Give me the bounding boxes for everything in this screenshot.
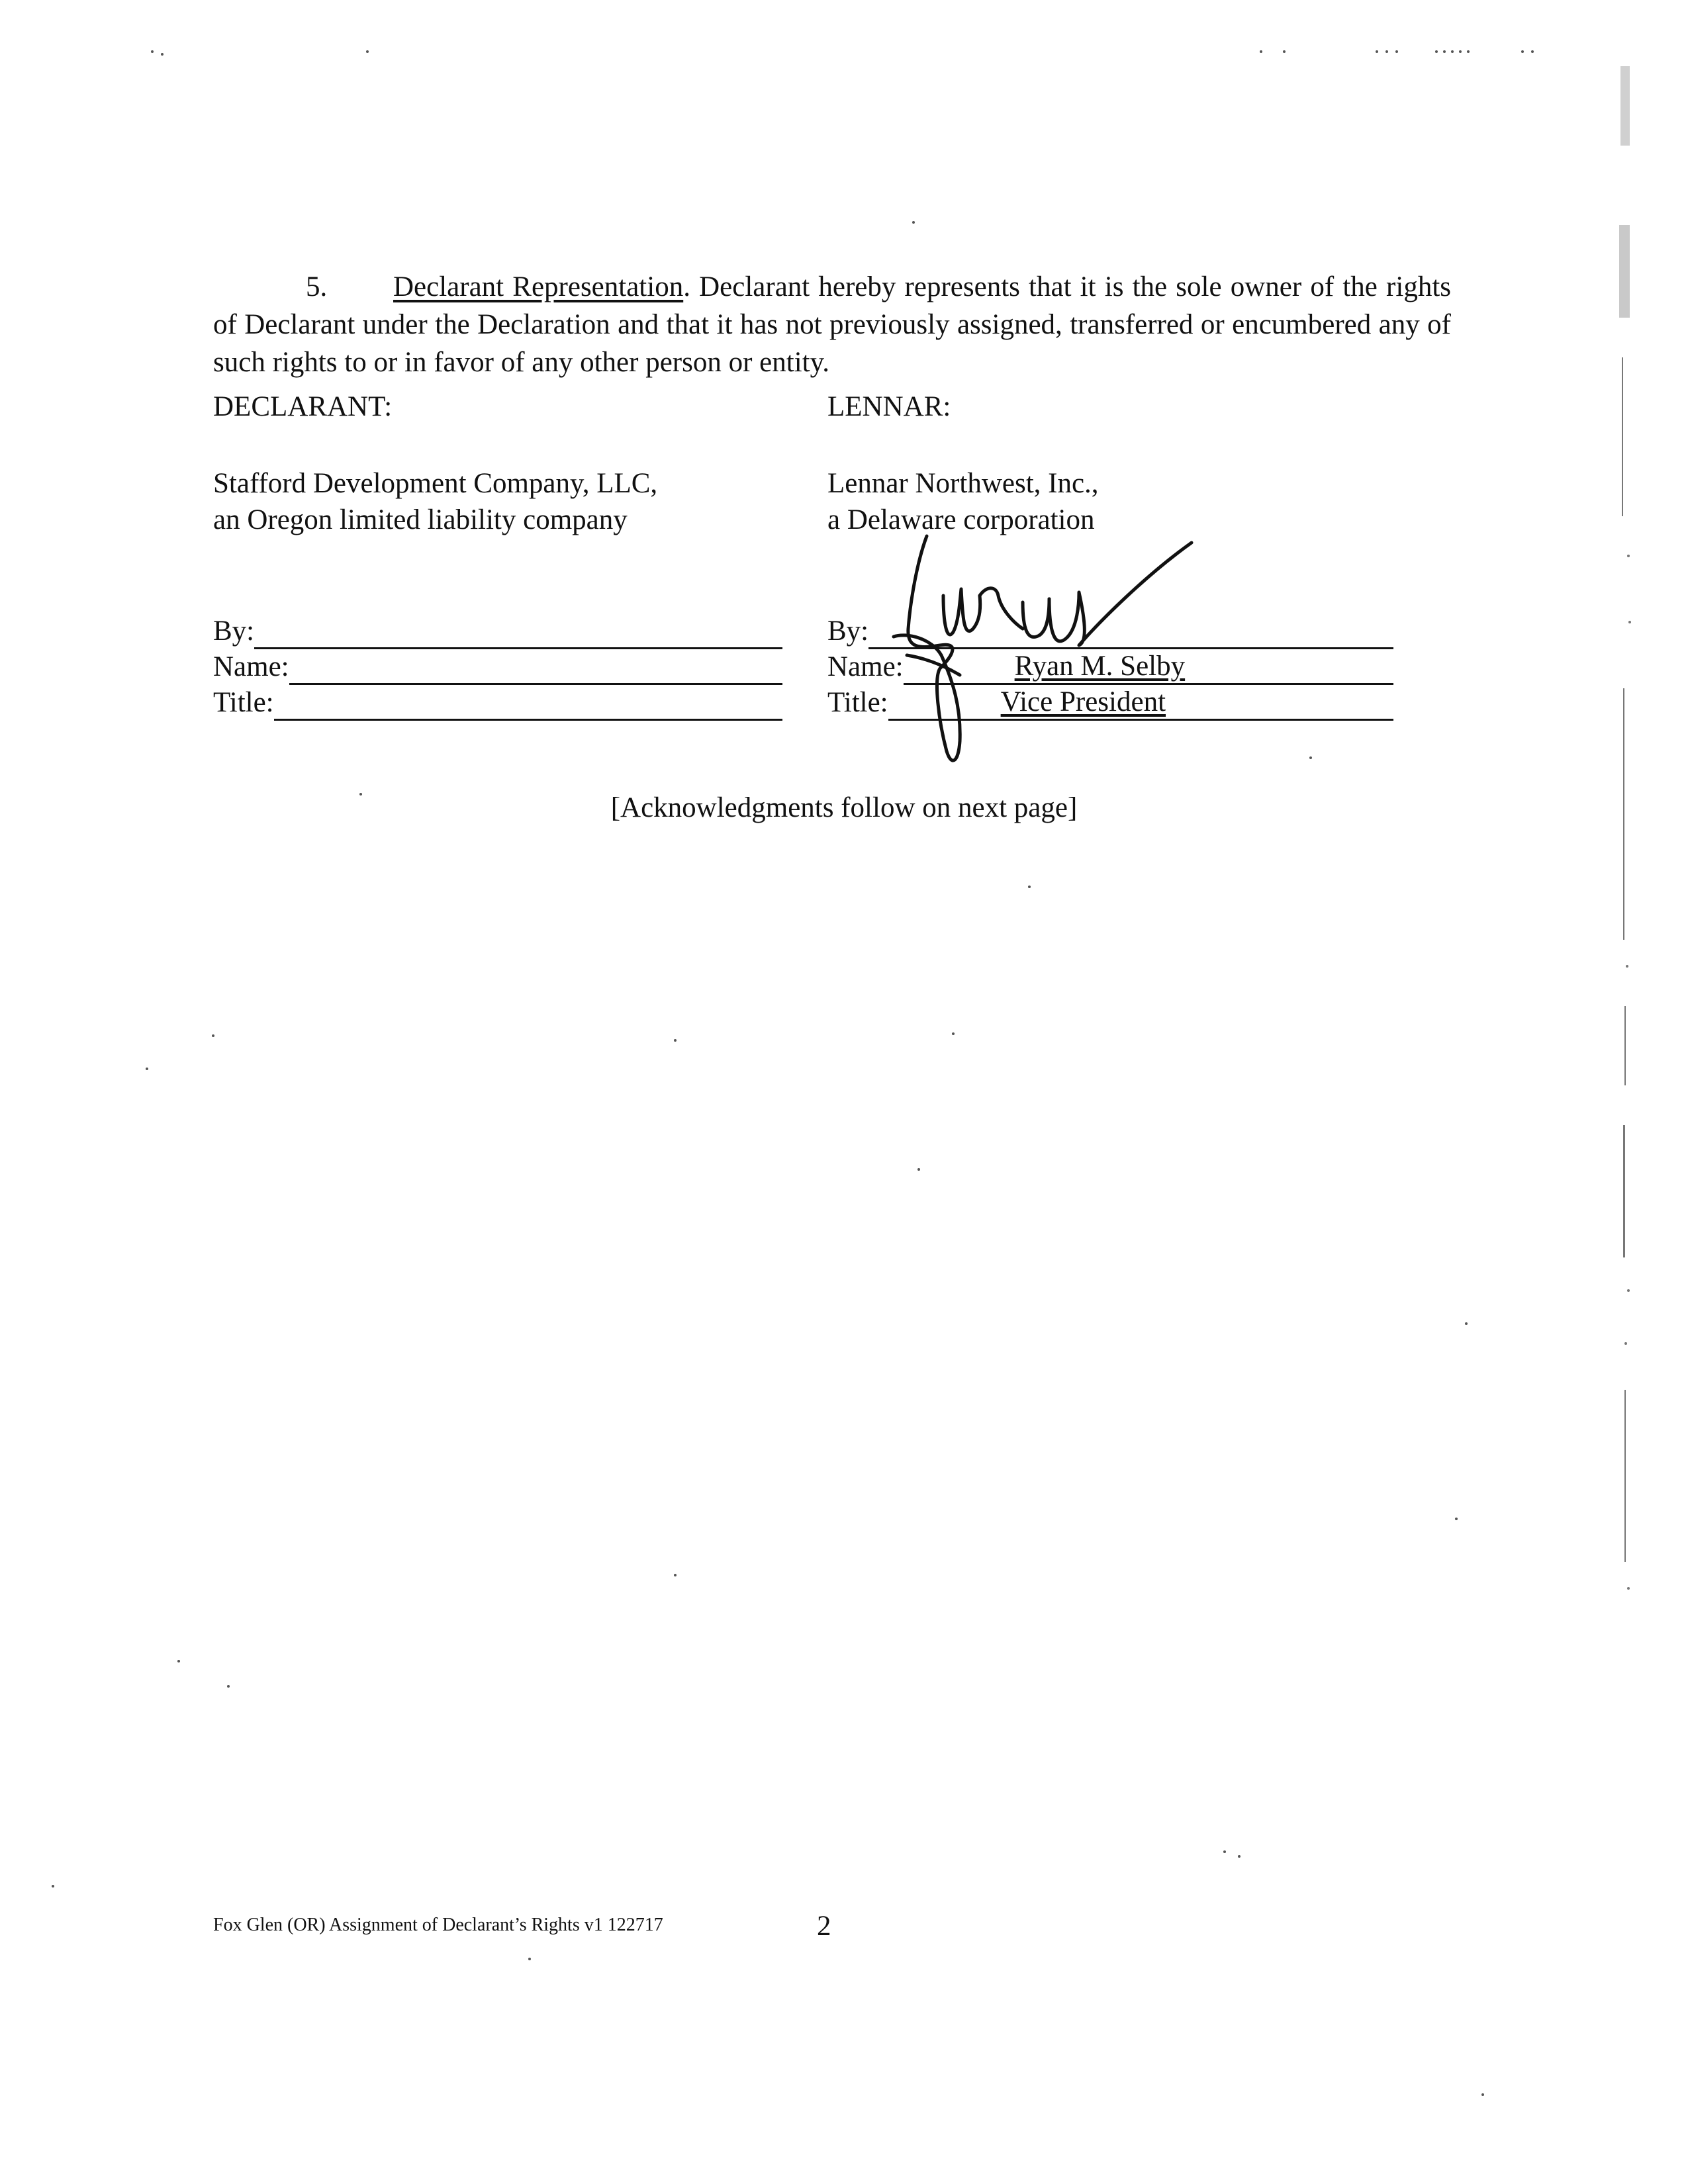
- lennar-title-row: [827, 684, 1393, 721]
- lennar-name-label: Name:: [827, 651, 904, 682]
- declarant-name-row: [213, 649, 782, 685]
- declarant-signature-line: [254, 622, 782, 649]
- page-number: 2: [817, 1911, 831, 1942]
- scan-edge-noise: [1615, 53, 1642, 1641]
- declarant-title-row: [213, 684, 782, 721]
- lennar-title-label: Title:: [827, 687, 888, 718]
- lennar-by-label: By:: [827, 615, 869, 647]
- lennar-name-line: [904, 651, 1393, 685]
- declarant-by-label: By:: [213, 615, 255, 647]
- lennar-signer-title: Vice President: [1000, 686, 1166, 717]
- declarant-company: [213, 465, 657, 538]
- lennar-company-type: a Delaware corporation: [827, 504, 1095, 535]
- acknowledgments-note: [Acknowledgments follow on next page]: [610, 792, 1078, 823]
- declarant-company-type: an Oregon limited liability company: [213, 504, 628, 535]
- lennar-signer-name: Ryan M. Selby: [1014, 651, 1186, 682]
- section-heading: Declarant Representation: [393, 271, 684, 302]
- declarant-label: DECLARANT:: [213, 391, 393, 422]
- section-number: 5.: [306, 271, 328, 302]
- declarant-name-line: [289, 658, 782, 685]
- declarant-title-line: [274, 694, 782, 721]
- lennar-name-row: [827, 649, 1393, 685]
- lennar-by-row: [827, 613, 1393, 649]
- lennar-signature-line: [868, 622, 1393, 649]
- section-5-paragraph: [213, 268, 1451, 381]
- lennar-company-name: Lennar Northwest, Inc.,: [827, 468, 1099, 499]
- footer-document-id: Fox Glen (OR) Assignment of Declarant’s Rights v1 122717: [213, 1915, 663, 1935]
- declarant-title-label: Title:: [213, 687, 274, 718]
- lennar-label: LENNAR:: [827, 391, 951, 422]
- lennar-company: [827, 465, 1099, 538]
- section-body: . Declarant hereby represents that it is the sole owner of the rights of Declarant under the Declaration and that it has not previously assigned, transferred or encumbered any of such rights to or in favor of any other person or entity.: [213, 271, 1452, 378]
- declarant-name-label: Name:: [213, 651, 289, 682]
- lennar-title-line: [888, 686, 1393, 721]
- declarant-by-row: [213, 613, 782, 649]
- declarant-company-name: Stafford Development Company, LLC,: [213, 468, 658, 499]
